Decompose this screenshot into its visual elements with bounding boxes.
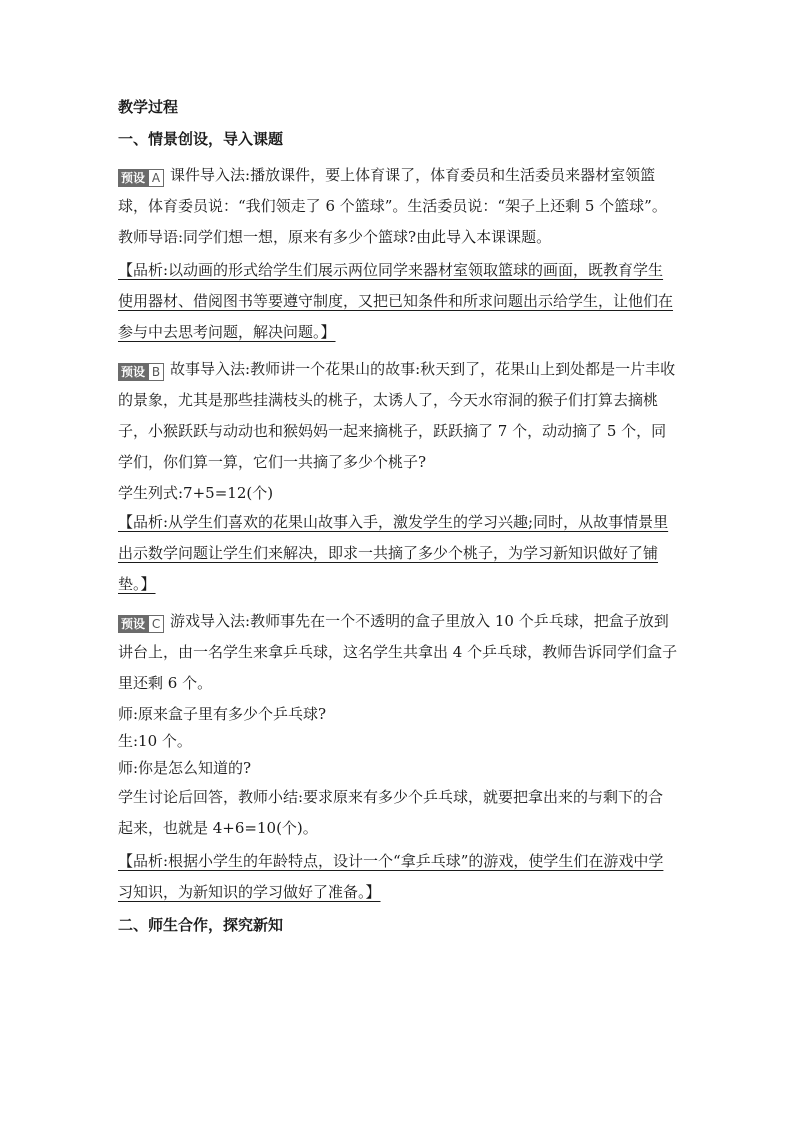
preset-a-text: 课件导入法:播放课件，要上体育课了，体育委员和生活委员来器材室领篮球，体育委员说：“我们领走了 6 个篮球”。生活委员说：“架子上还剩 5 个篮球”。教师导语:同学们想一想，原来有多少个篮球?由此导入本课课题。 (118, 166, 667, 246)
preset-b-text: 故事导入法:教师讲一个花果山的故事:秋天到了，花果山上到处都是一片丰收的景象，尤其是那些挂满枝头的桃子，太诱人了，今天水帘洞的猴子们打算去摘桃子，小猴跃跃与动动也和猴妈妈一起来摘桃子，跃跃摘了 7 个，动动摘了 5 个，同学们，你们算一算，它们一共摘了多少个桃子? (118, 360, 676, 471)
preset-b-analysis: 【品析:从学生们喜欢的花果山故事入手，激发学生的学习兴趣;同时，从故事情景里出示数学问题让学生们来解决，即求一共摘了多少个桃子，为学习新知识做好了铺垫。】 (118, 513, 669, 593)
preset-c-paragraph (118, 606, 678, 699)
preset-b-formula: 学生列式:7+5=12(个) (118, 484, 274, 502)
preset-c-badge: 预设 C (118, 615, 164, 633)
preset-a-badge: 预设 A (118, 169, 164, 187)
teacher-question-1: 师:原来盒子里有多少个乒乓球? (118, 705, 327, 723)
document-body (118, 96, 678, 946)
section-heading-1: 一、情景创设，导入课题 (118, 130, 284, 148)
page-title: 教学过程 (118, 98, 179, 116)
preset-b-paragraph (118, 354, 678, 478)
preset-c-text: 游戏导入法:教师事先在一个不透明的盒子里放入 10 个乒乓球，把盒子放到讲台上，由一名学生来拿乒乓球，这名学生共拿出 4 个乒乓球，教师告诉同学们盒子里还剩 6 个。 (118, 612, 678, 692)
preset-a-analysis: 【品析:以动画的形式给学生们展示两位同学来器材室领取篮球的画面，既教育学生使用器材、借阅图书等要遵守制度，又把已知条件和所求问题出示给学生，让他们在参与中去思考问题，解决问题。】 (118, 261, 674, 341)
teacher-question-2: 师:你是怎么知道的? (118, 759, 252, 777)
student-answer-1: 生:10 个。 (118, 732, 192, 750)
section-heading-2: 二、师生合作，探究新知 (118, 916, 284, 934)
preset-a-paragraph (118, 160, 678, 253)
teacher-summary: 学生讨论后回答，教师小结:要求原来有多少个乒乓球，就要把拿出来的与剩下的合起来，也就是 4+6=10(个)。 (118, 788, 664, 837)
preset-c-analysis: 【品析:根据小学生的年龄特点，设计一个“拿乒乓球”的游戏，使学生们在游戏中学习知识，为新知识的学习做好了准备。】 (118, 852, 664, 901)
preset-b-badge: 预设 B (118, 363, 164, 381)
